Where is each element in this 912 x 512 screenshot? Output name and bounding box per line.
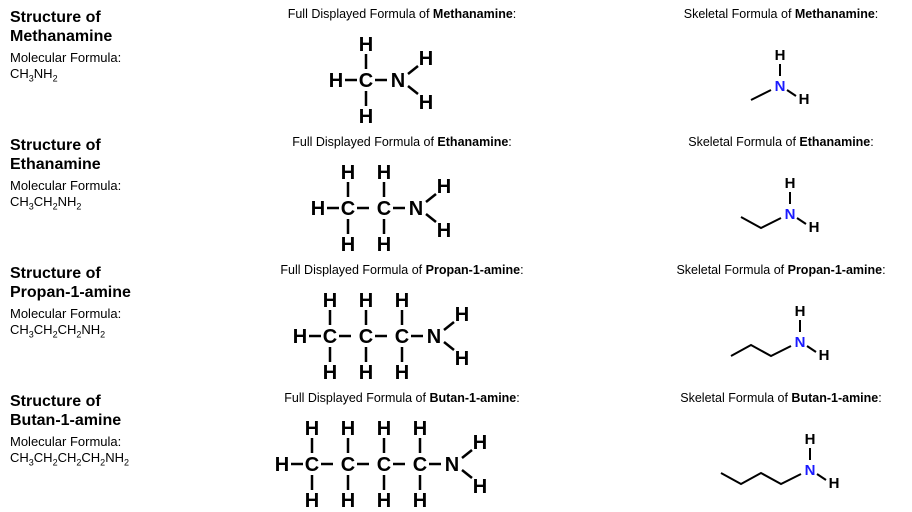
hydrogen-atom: H <box>304 418 320 440</box>
hydrogen-atom: H <box>784 175 796 192</box>
caption-compound-name: Methanamine <box>794 7 875 21</box>
structure-title-line1: Structure of <box>10 265 101 282</box>
skeletal-formula-structure <box>680 256 883 384</box>
carbon-atom: C <box>376 454 392 476</box>
nitrogen-atom: N <box>804 462 816 479</box>
structure-title <box>10 136 210 174</box>
structure-heading-block <box>10 392 210 471</box>
formula-group: CH <box>57 322 77 337</box>
hydrogen-atom: H <box>358 34 374 56</box>
skeletal-formula-structure <box>680 0 880 128</box>
caption-suffix: : <box>874 7 879 21</box>
formula-group: CH <box>57 450 77 465</box>
carbon-atom: C <box>340 198 356 220</box>
bond <box>817 474 826 480</box>
molecular-formula <box>10 450 210 471</box>
hydrogen-atom: H <box>454 348 470 370</box>
formula-group: CH <box>10 450 29 465</box>
caption-suffix: : <box>512 7 517 21</box>
caption-suffix: : <box>516 391 520 405</box>
carbon-atom: C <box>394 326 410 348</box>
caption-suffix: : <box>878 391 882 405</box>
hydrogen-atom: H <box>304 490 320 512</box>
formula-subscript: 3 <box>28 329 34 340</box>
bond <box>426 194 436 202</box>
skeletal-formula-structure <box>680 128 880 256</box>
hydrogen-atom: H <box>322 362 338 384</box>
formula-subscript: 2 <box>52 201 58 212</box>
structure-title-line2: Propan-1-amine <box>10 284 131 301</box>
structure-row <box>0 0 912 128</box>
hydrogen-atom: H <box>328 70 344 92</box>
structure-title-line1: Structure of <box>10 137 101 154</box>
hydrogen-atom: H <box>358 106 374 128</box>
formula-group: NH <box>105 450 124 465</box>
hydrogen-atom: H <box>798 91 810 108</box>
structure-title-line2: Methanamine <box>10 28 113 45</box>
molecular-formula-label: Molecular Formula: <box>10 434 122 449</box>
bond <box>462 470 472 478</box>
hydrogen-atom: H <box>358 362 374 384</box>
structure-heading-block <box>10 264 210 343</box>
carbon-atom: C <box>358 70 374 92</box>
molecular-formula-label: Molecular Formula: <box>10 178 122 193</box>
caption-compound-name: Propan-1-amine <box>425 263 521 277</box>
formula-group: CH <box>33 322 53 337</box>
structure-title-line2: Butan-1-amine <box>10 412 122 429</box>
molecular-formula-label: Molecular Formula: <box>10 50 122 65</box>
structure-title <box>10 392 210 430</box>
carbon-chain <box>741 217 781 228</box>
formula-subscript: 3 <box>28 73 34 84</box>
hydrogen-atom: H <box>394 362 410 384</box>
hydrogen-atom: H <box>340 490 356 512</box>
formula-group: CH <box>10 194 29 209</box>
hydrogen-atom: H <box>472 432 488 454</box>
bond <box>408 86 418 94</box>
structure-row <box>0 384 912 512</box>
carbon-atom: C <box>340 454 356 476</box>
caption-prefix: Full Displayed Formula of <box>287 7 433 21</box>
hydrogen-atom: H <box>454 304 470 326</box>
caption-prefix: Skeletal Formula of <box>680 391 792 405</box>
bond <box>426 214 436 222</box>
displayed-formula-structure <box>230 128 590 256</box>
hydrogen-atom: H <box>412 490 428 512</box>
bond <box>462 450 472 458</box>
caption-compound-name: Propan-1-amine <box>787 263 883 277</box>
formula-group: CH <box>10 66 29 81</box>
formula-subscript: 2 <box>76 457 82 468</box>
caption-prefix: Skeletal Formula of <box>688 135 800 149</box>
skeletal-formula-structure <box>680 384 880 512</box>
bond <box>444 322 454 330</box>
formula-subscript: 2 <box>52 457 58 468</box>
formula-group: CH <box>10 322 29 337</box>
molecular-formula <box>10 322 210 343</box>
formula-subscript: 2 <box>52 73 58 84</box>
hydrogen-atom: H <box>418 48 434 70</box>
carbon-atom: C <box>358 326 374 348</box>
caption-prefix: Skeletal Formula of <box>676 263 788 277</box>
caption-suffix: : <box>870 135 874 149</box>
bond <box>807 346 816 352</box>
bond <box>787 90 796 96</box>
structure-row <box>0 256 912 384</box>
hydrogen-atom: H <box>340 162 356 184</box>
formula-subscript: 2 <box>100 457 106 468</box>
displayed-formula-structure <box>230 256 590 384</box>
hydrogen-atom: H <box>472 476 488 498</box>
hydrogen-atom: H <box>394 290 410 312</box>
nitrogen-atom: N <box>444 454 460 476</box>
hydrogen-atom: H <box>358 290 374 312</box>
caption-prefix: Full Displayed Formula of <box>292 135 438 149</box>
structure-title-line1: Structure of <box>10 9 101 26</box>
molecular-formula <box>10 66 210 87</box>
hydrogen-atom: H <box>804 431 816 448</box>
structure-title <box>10 8 210 46</box>
formula-group: CH <box>33 450 53 465</box>
structure-title-line1: Structure of <box>10 393 101 410</box>
hydrogen-atom: H <box>376 418 392 440</box>
nitrogen-atom: N <box>390 70 406 92</box>
molecular-formula <box>10 194 210 215</box>
structure-heading-block <box>10 136 210 215</box>
nitrogen-atom: N <box>794 334 806 351</box>
formula-subscript: 2 <box>76 329 82 340</box>
carbon-atom: C <box>322 326 338 348</box>
hydrogen-atom: H <box>794 303 806 320</box>
structure-title <box>10 264 210 302</box>
displayed-formula-structure <box>230 384 590 512</box>
hydrogen-atom: H <box>310 198 326 220</box>
hydrogen-atom: H <box>412 418 428 440</box>
formula-subscript: 3 <box>28 457 34 468</box>
caption-suffix: : <box>882 263 886 277</box>
hydrogen-atom: H <box>436 220 452 242</box>
caption-compound-name: Butan-1-amine <box>429 391 517 405</box>
caption-prefix: Full Displayed Formula of <box>284 391 430 405</box>
formula-group: NH <box>81 322 101 337</box>
caption-compound-name: Methanamine <box>432 7 513 21</box>
structure-row <box>0 128 912 256</box>
formula-group: NH <box>57 194 77 209</box>
caption-suffix: : <box>520 263 524 277</box>
hydrogen-atom: H <box>376 234 392 256</box>
formula-subscript: 2 <box>100 329 106 340</box>
nitrogen-atom: N <box>784 206 796 223</box>
hydrogen-atom: H <box>340 418 356 440</box>
formula-subscript: 2 <box>123 457 129 468</box>
formula-group: NH <box>33 66 53 81</box>
hydrogen-atom: H <box>376 162 392 184</box>
bond <box>797 218 806 224</box>
formula-group: CH <box>81 450 101 465</box>
formula-subscript: 2 <box>76 201 82 212</box>
structure-heading-block <box>10 8 210 87</box>
caption-prefix: Skeletal Formula of <box>683 7 795 21</box>
formula-subscript: 2 <box>52 329 58 340</box>
hydrogen-atom: H <box>774 47 786 64</box>
hydrogen-atom: H <box>808 219 820 236</box>
caption-prefix: Full Displayed Formula of <box>280 263 426 277</box>
carbon-atom: C <box>412 454 428 476</box>
nitrogen-atom: N <box>408 198 424 220</box>
hydrogen-atom: H <box>274 454 290 476</box>
carbon-atom: C <box>376 198 392 220</box>
formula-group: CH <box>33 194 53 209</box>
structure-title-line2: Ethanamine <box>10 156 101 173</box>
caption-compound-name: Butan-1-amine <box>791 391 879 405</box>
displayed-formula-structure <box>230 0 590 128</box>
bond <box>408 66 418 74</box>
carbon-chain <box>731 345 791 356</box>
bond <box>444 342 454 350</box>
caption-suffix: : <box>508 135 512 149</box>
hydrogen-atom: H <box>828 475 840 492</box>
carbon-chain <box>721 473 801 484</box>
nitrogen-atom: N <box>426 326 442 348</box>
hydrogen-atom: H <box>376 490 392 512</box>
hydrogen-atom: H <box>818 347 830 364</box>
carbon-chain <box>751 90 771 100</box>
hydrogen-atom: H <box>340 234 356 256</box>
hydrogen-atom: H <box>436 176 452 198</box>
hydrogen-atom: H <box>322 290 338 312</box>
caption-compound-name: Ethanamine <box>799 135 871 149</box>
caption-compound-name: Ethanamine <box>437 135 509 149</box>
hydrogen-atom: H <box>292 326 308 348</box>
carbon-atom: C <box>304 454 320 476</box>
molecular-formula-label: Molecular Formula: <box>10 306 122 321</box>
nitrogen-atom: N <box>774 78 786 95</box>
hydrogen-atom: H <box>418 92 434 114</box>
formula-subscript: 3 <box>28 201 34 212</box>
